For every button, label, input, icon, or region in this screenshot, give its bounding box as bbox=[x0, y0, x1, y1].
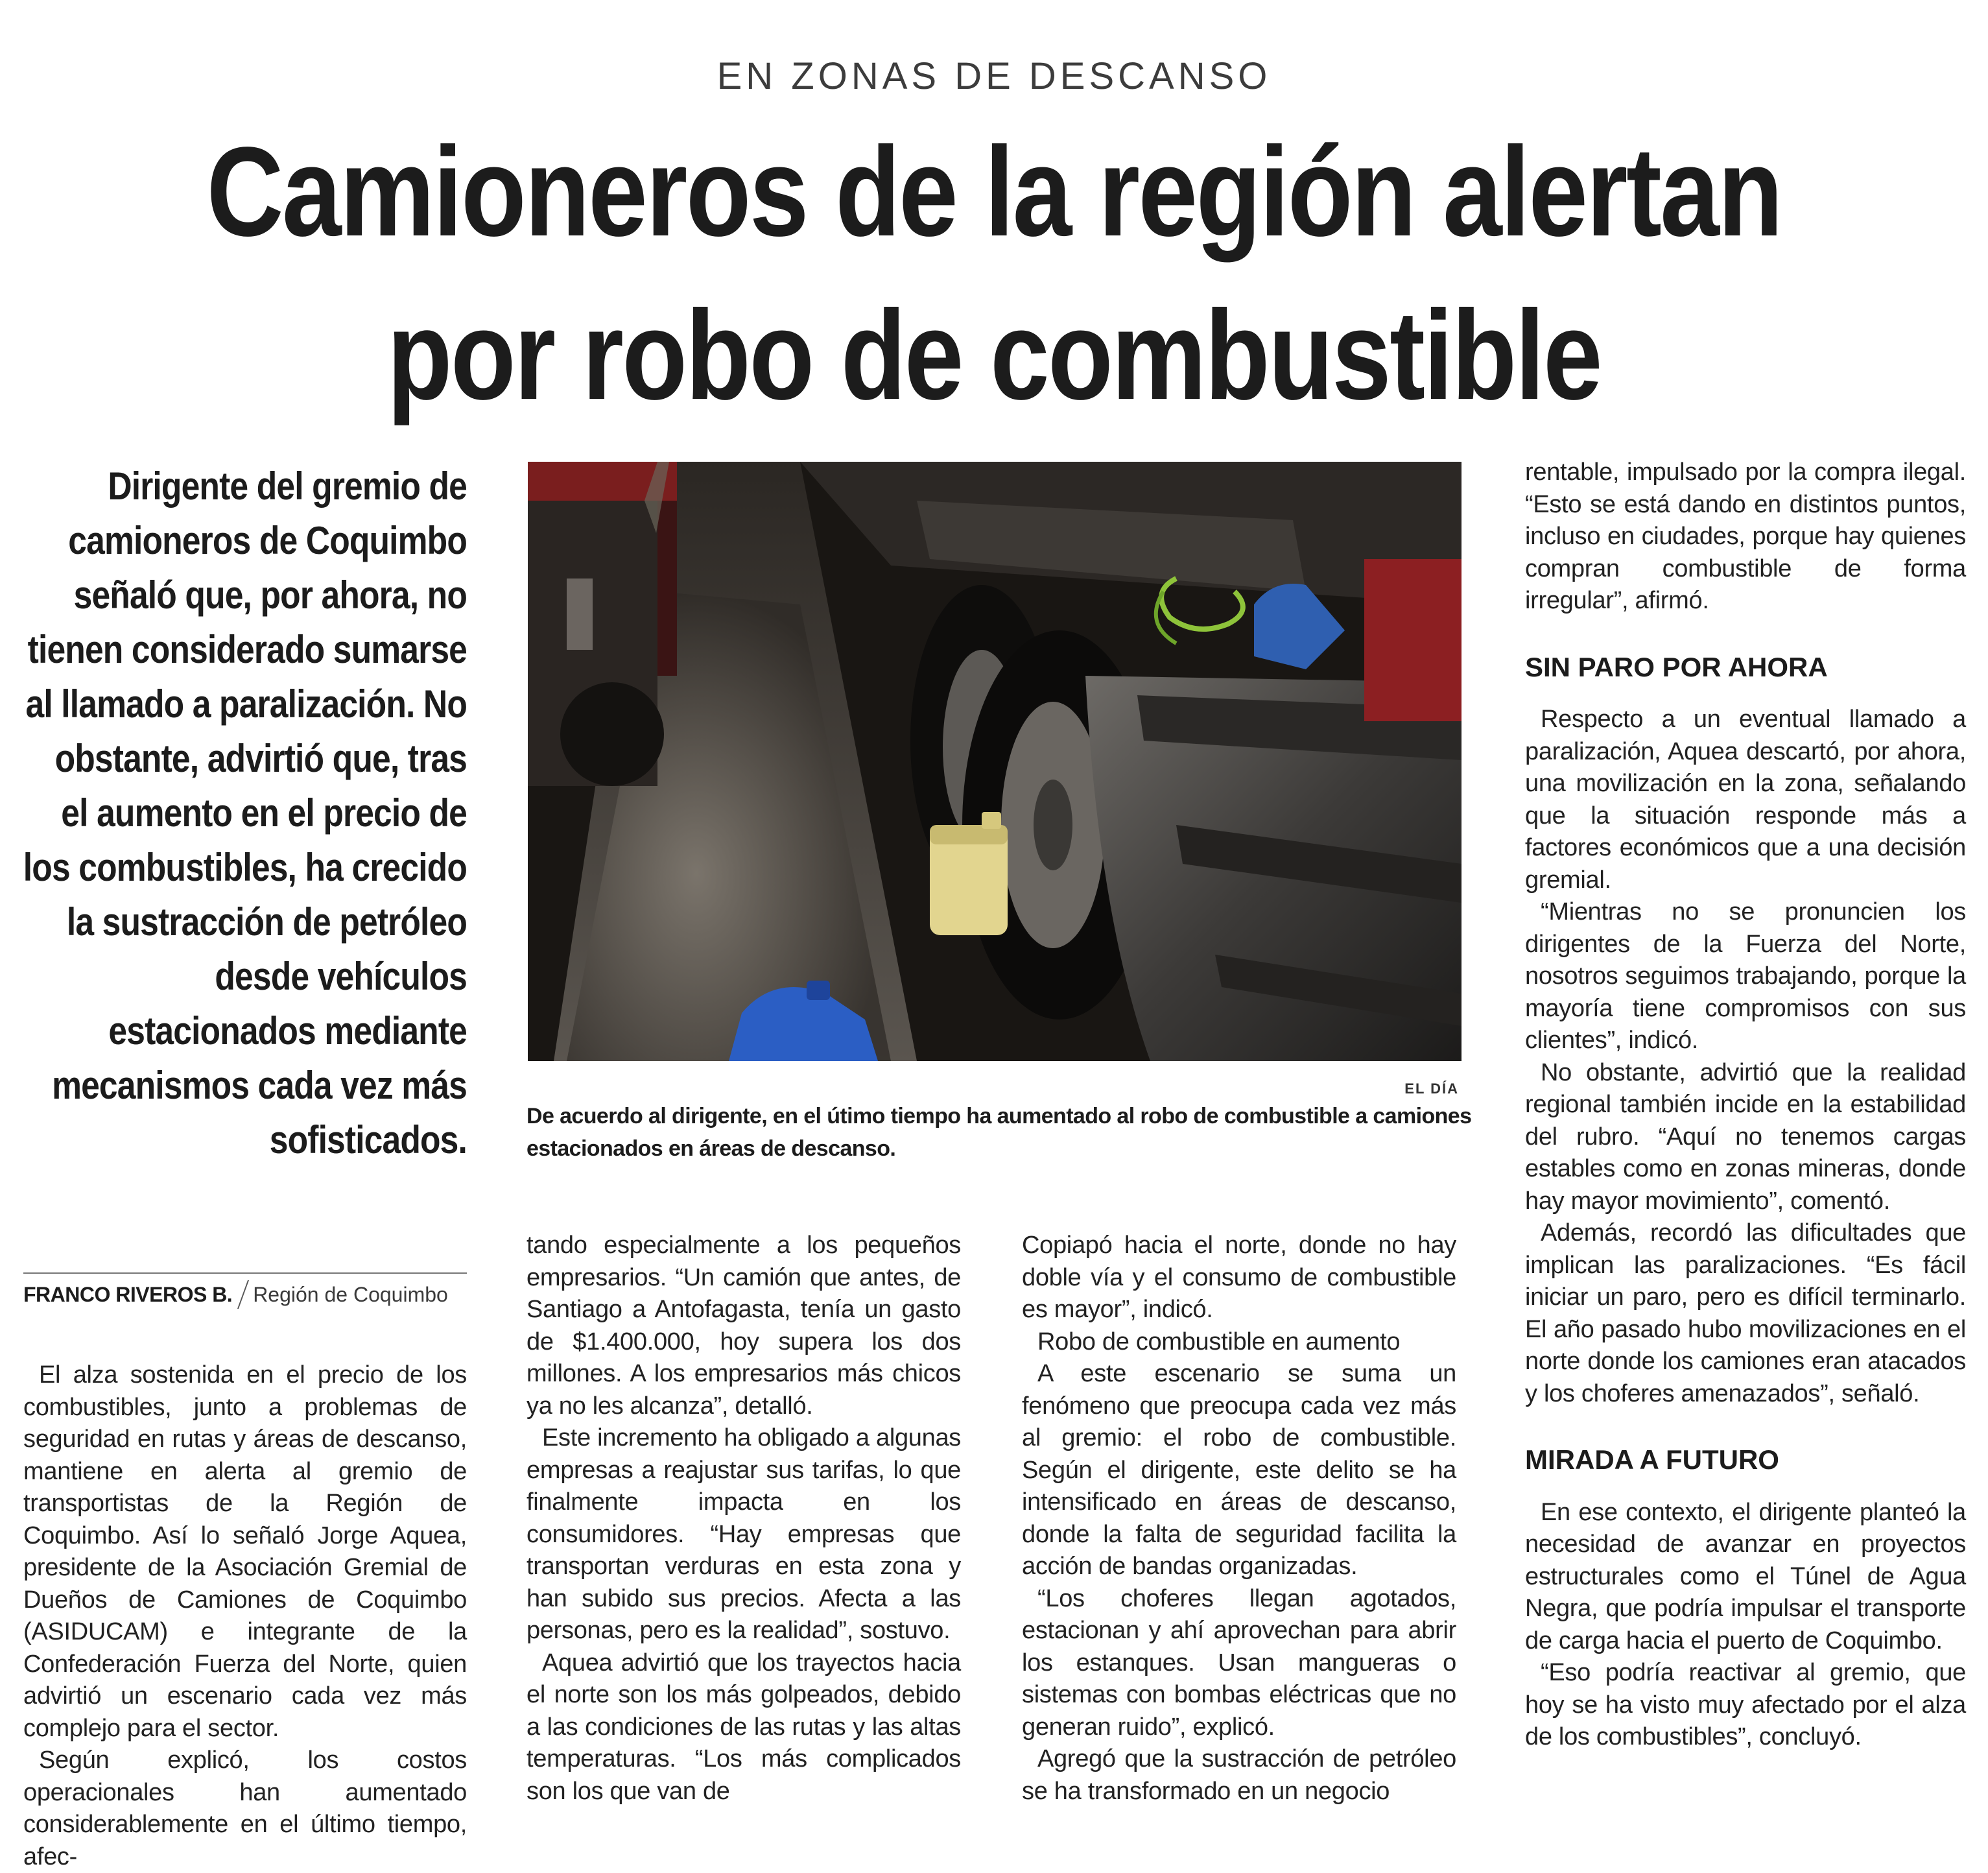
paragraph: Aquea advirtió que los trayectos hacia el norte son los más golpeados, debido a las condiciones de las rutas y las altas temperaturas. “Los más complicados son los que van de bbox=[527, 1649, 961, 1805]
paragraph: tando especialmente a los pequeños empresarios. “Un camión que antes, de Santiago a Antofagasta, tenía un gasto de $1.400.000, hoy supera los dos millones. A los empresarios más chicos ya no les alcanza”, detalló. bbox=[527, 1232, 961, 1420]
section-subhead: SIN PARO POR AHORA bbox=[1525, 651, 1828, 682]
paragraph: El alza sostenida en el precio de los combustibles, junto a problemas de seguridad en rutas y áreas de descanso, mantiene en alerta al gremio de transportistas de la Región de Coquimbo. Así lo señaló Jorge Aquea, presidente de la Asociación Gremial de Dueños de Camiones de Coquimbo (ASIDUCAM) e integrante de la Confederación Fuerza del Norte, quien advirtió un escenario cada vez más complejo para el sector. bbox=[23, 1361, 467, 1742]
paragraph: Respecto a un eventual llamado a paralización, Aquea descartó, por ahora, una movilización en la zona, señalando que la situación responde más a factores económicos que a una decisión gremial. bbox=[1525, 706, 1966, 894]
deck-text: Dirigente del gremio de camioneros de Coquimbo señaló que, por ahora, no tienen considerado sumarse al llamado a paralización. No obstante, advirtió que, tras el aumento en el precio de los combustibles, ha crecido la sustracción de petróleo desde vehículos estacionados mediante mecanismos cada vez más sofisticados. bbox=[23, 464, 467, 1162]
byline bbox=[23, 1272, 467, 1315]
kicker: EN ZONAS DE DESCANSO bbox=[716, 55, 1272, 97]
byline-separator bbox=[237, 1280, 249, 1309]
paragraph: Copiapó hacia el norte, donde no hay doble vía y el consumo de combustible es mayor”, indicó. bbox=[1022, 1232, 1456, 1323]
paragraph: “Los choferes llegan agotados, estacionan y ahí aprovechan para abrir los estanques. Usan mangueras o sistemas con bombas eléctricas que no generan ruido”, explicó. bbox=[1022, 1584, 1456, 1741]
photo-credit: EL DÍA bbox=[1404, 1080, 1459, 1097]
paragraph: A este escenario se suma un fenómeno que preocupa cada vez más al gremio: el robo de combustible. Según el dirigente, este delito se ha intensificado en áreas de descanso, donde la falta de seguridad facilita la acción de bandas organizadas. bbox=[1022, 1360, 1456, 1580]
paragraph: Agregó que la sustracción de petróleo se ha transformado en un negocio bbox=[1022, 1745, 1456, 1805]
byline-author: FRANCO RIVEROS B. bbox=[23, 1282, 233, 1306]
paragraph: Según explicó, los costos operacionales han aumentado considerablemente en el último tiempo, afec- bbox=[23, 1747, 467, 1870]
photo-illustration bbox=[528, 462, 1461, 1061]
body-column-4 bbox=[1525, 457, 1966, 1754]
paragraph: No obstante, advirtió que la realidad regional también incide en la estabilidad del rubro. “Aquí no tenemos cargas estables como en zonas mineras, donde hay mayor movimiento”, comentó. bbox=[1525, 1058, 1966, 1215]
deck bbox=[19, 459, 467, 1167]
paragraph: Este incremento ha obligado a algunas empresas a reajustar sus tarifas, lo que finalmente impacta en los consumidores. “Hay empresas que transportan verduras en esta zona y han subido sus precios. Afecta a las personas, pero es la realidad”, sostuvo. bbox=[527, 1424, 961, 1644]
paragraph: rentable, impulsado por la compra ilegal. “Esto se está dando en distintos puntos, incluso en ciudades, porque hay quienes compran combustible de forma irregular”, afirmó. bbox=[1525, 459, 1966, 614]
photo-caption: De acuerdo al dirigente, en el útimo tiempo ha aumentado al robo de combustible a camiones estacionados en áreas de descanso. bbox=[527, 1104, 1472, 1161]
paragraph: “Eso podría reactivar al gremio, que hoy se ha visto muy afectado por el alza de los combustibles”, concluyó. bbox=[1525, 1659, 1966, 1750]
paragraph: Además, recordó las dificultades que implican las paralizaciones. “Es fácil iniciar un paro, pero es difícil terminarlo. El año pasado hubo movilizaciones en el norte donde los camiones eran atacados y los choferes amenazados”, señaló. bbox=[1525, 1219, 1966, 1407]
section-subhead: MIRADA A FUTURO bbox=[1525, 1444, 1779, 1475]
body-column-2 bbox=[527, 1230, 961, 1807]
paragraph: En ese contexto, el dirigente planteó la necesidad de avanzar en proyectos estructurales como el Túnel de Agua Negra, que podría impulsar el transporte de carga hacia el puerto de Coquimbo. bbox=[1525, 1498, 1966, 1654]
inline-subhead: Robo de combustible en aumento bbox=[1037, 1328, 1401, 1355]
body-column-1 bbox=[23, 1359, 467, 1873]
paragraph: “Mientras no se pronuncien los dirigentes de la Fuerza del Norte, nosotros seguimos trabajando, porque la mayoría tiene compromisos con sus clientes”, indicó. bbox=[1525, 898, 1966, 1054]
headline bbox=[159, 110, 1828, 437]
body-column-3 bbox=[1022, 1230, 1456, 1807]
byline-place: Región de Coquimbo bbox=[253, 1282, 448, 1306]
headline-line-2: por robo de combustible bbox=[386, 284, 1602, 426]
article-photo bbox=[528, 462, 1461, 1061]
headline-line-1: Camioneros de la región alertan bbox=[206, 121, 1782, 263]
